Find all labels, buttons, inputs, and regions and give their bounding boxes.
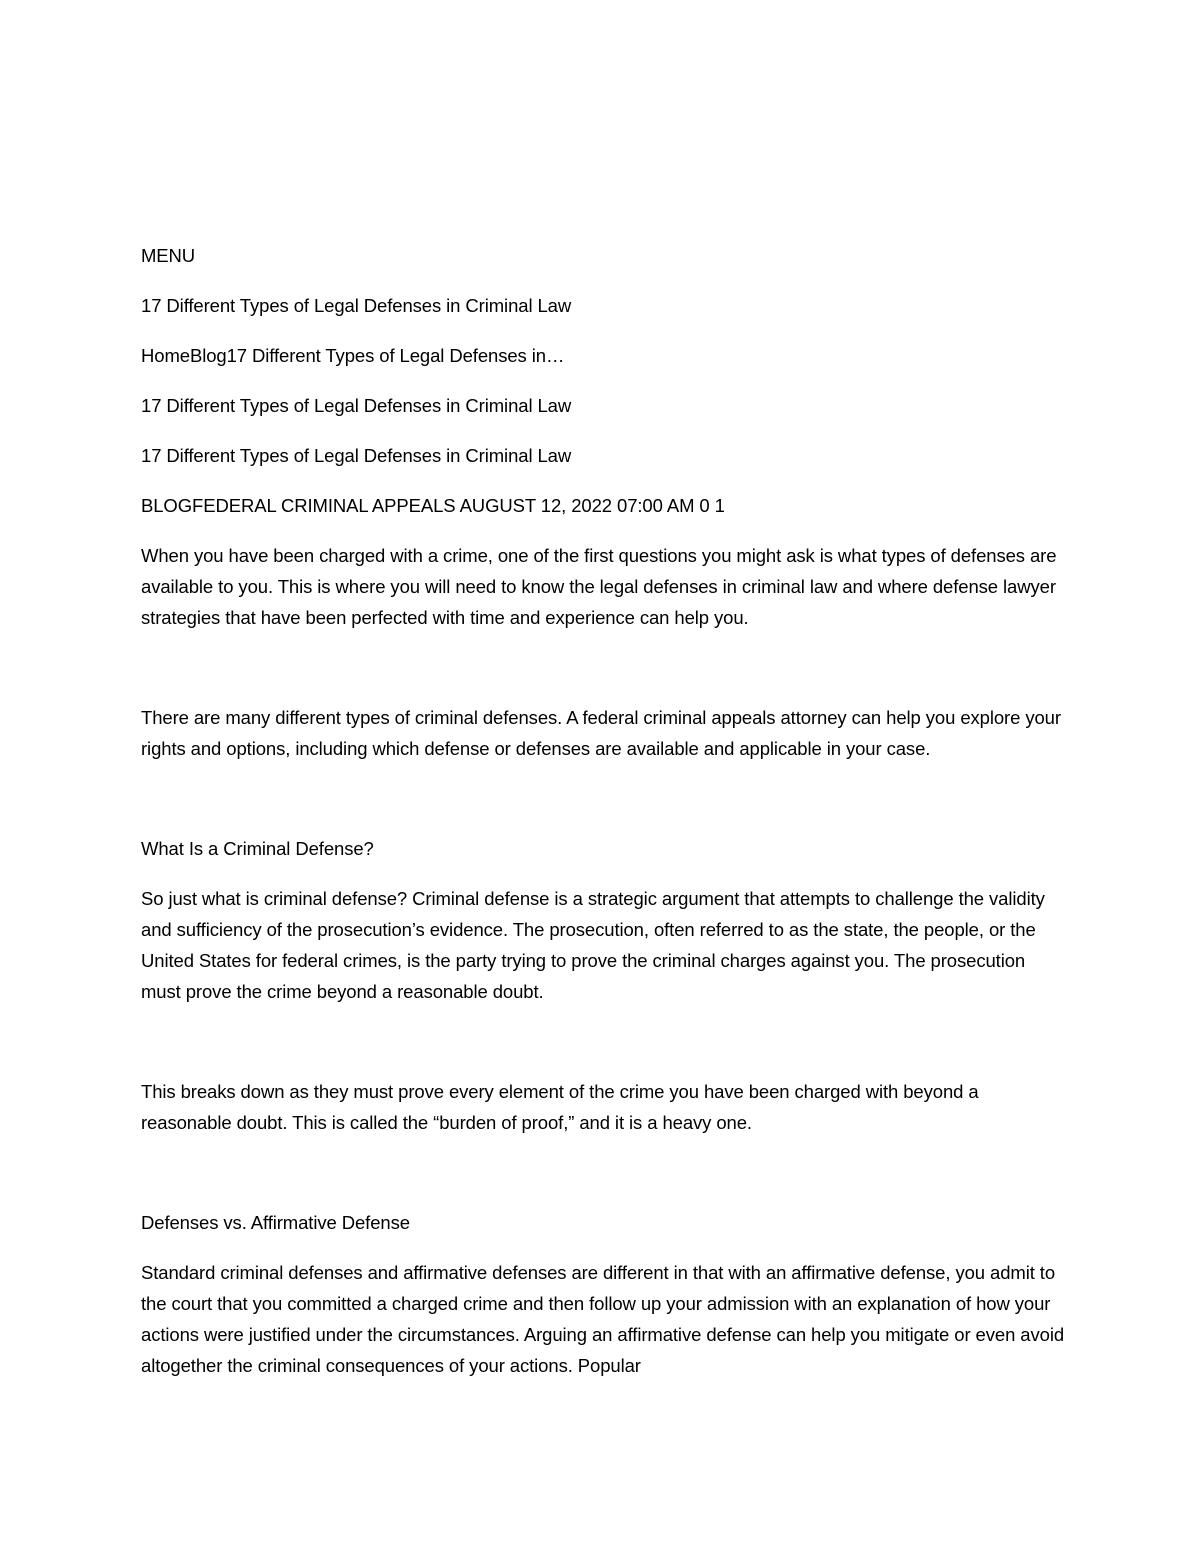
title-line: 17 Different Types of Legal Defenses in Criminal Law [141,295,572,316]
section-heading: Defenses vs. Affirmative Defense [141,1212,410,1233]
document-body [141,240,1066,1400]
title-line: 17 Different Types of Legal Defenses in Criminal Law [141,445,572,466]
title-line: 17 Different Types of Legal Defenses in Criminal Law [141,395,572,416]
intro-paragraph: When you have been charged with a crime, one of the first questions you might ask is what types of defenses are available to you. This is where you will need to know the legal defenses in criminal law and where defense lawyer strategies that have been perfected with time and experience can help you. [141,545,1057,628]
section-paragraph: This breaks down as they must prove every element of the crime you have been charged with beyond a reasonable doubt. This is called the “burden of proof,” and it is a heavy one. [141,1081,979,1133]
section-paragraph: So just what is criminal defense? Criminal defense is a strategic argument that attempts to challenge the validity and sufficiency of the prosecution’s evidence. The prosecution, often referred to as the state, the people, or the United States for federal crimes, is the party trying to prove the criminal charges against you. The prosecution must prove the crime beyond a reasonable doubt. [141,888,1045,1002]
paragraph-spacer [141,1157,1066,1207]
section-paragraph: Standard criminal defenses and affirmative defenses are different in that with an affirmative defense, you admit to the court that you committed a charged crime and then follow up your admission with an explanation of how your actions were justified under the circumstances. Arguing an affirmative defense can help you mitigate or even avoid altogether the criminal consequences of your actions. Popular [141,1262,1065,1376]
section-heading: What Is a Criminal Defense? [141,838,374,859]
menu-label: MENU [141,245,196,266]
paragraph-spacer [141,783,1066,833]
paragraph-spacer [141,652,1066,702]
intro-paragraph: There are many different types of criminal defenses. A federal criminal appeals attorney can help you explore your rights and options, including which defense or defenses are available and applicable in your case. [141,707,1061,759]
post-meta: BLOGFEDERAL CRIMINAL APPEALS AUGUST 12, 2022 07:00 AM 0 1 [141,495,725,516]
paragraph-spacer [141,1026,1066,1076]
breadcrumb: HomeBlog17 Different Types of Legal Defenses in… [141,345,565,366]
